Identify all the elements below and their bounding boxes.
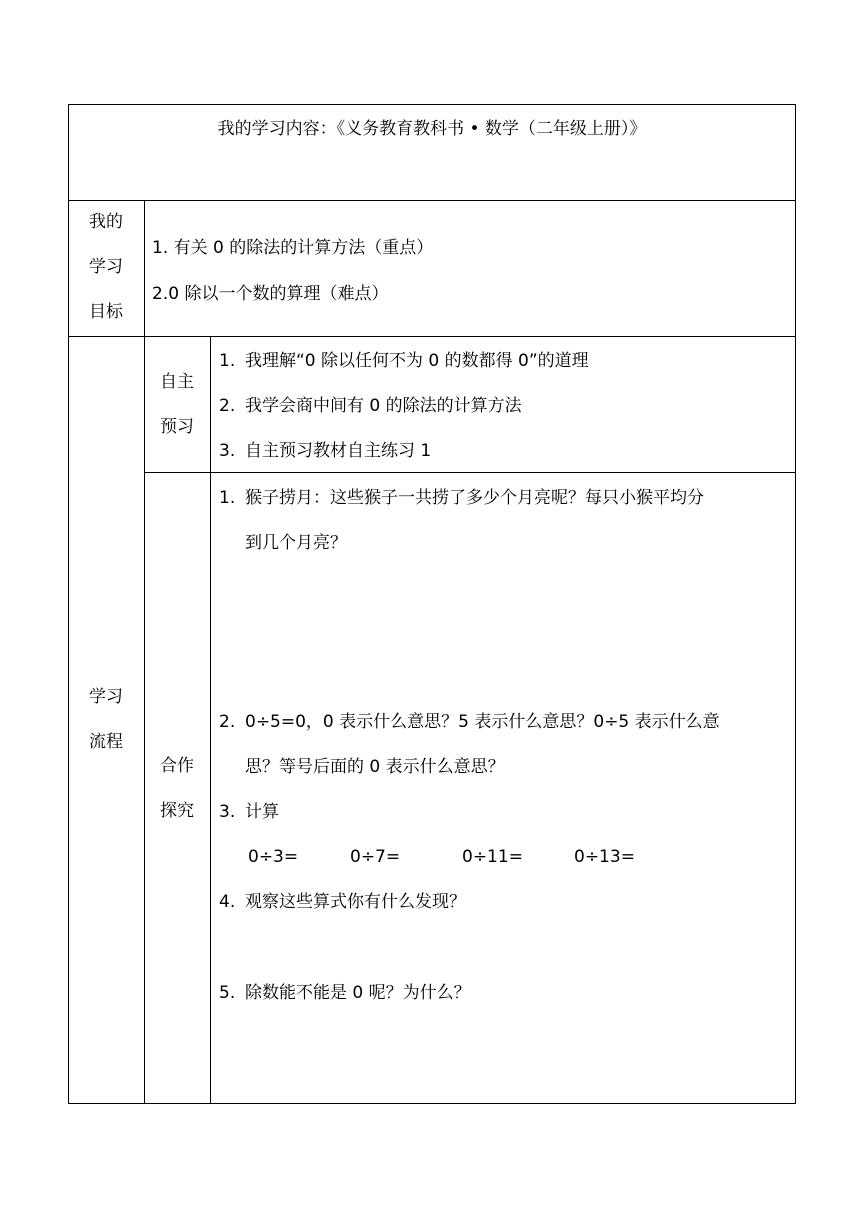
process-label-line: 流程 [89,732,123,752]
goal-item: 1. 有关 0 的除法的计算方法（重点） [152,238,434,258]
goals-label-line: 我的 [89,212,123,232]
goals-label-line: 目标 [89,302,123,322]
preview-item [219,439,431,463]
table-divider-title [68,200,796,201]
question-text: 计算 [245,802,279,822]
table-border-bottom [68,1103,796,1104]
explore-label-line: 探究 [160,801,194,821]
explore-label [144,744,210,834]
table-divider-label-column [144,200,145,1104]
preview-item [219,394,522,418]
table-border-top [68,104,796,105]
goal-item: 2.0 除以一个数的算理（难点） [152,284,389,304]
item-number: 2. [219,396,236,416]
item-number: 5. [219,983,236,1003]
learning-content-title: 我的学习内容：《义务教育教科书 • 数学（二年级上册）》 [217,119,647,139]
question-3 [219,800,279,824]
item-number: 2. [219,712,236,732]
preview-item [219,349,589,373]
question-text: 猴子捞月：这些猴子一共捞了多少个月亮呢？每只小猴平均分 [245,488,704,508]
item-number: 1. [219,351,236,371]
process-label-line: 学习 [89,687,123,707]
exercise: 0÷11= [462,847,523,867]
item-number: 3. [219,802,236,822]
preview-label [144,360,210,450]
table-divider-sublabel-column [210,336,211,1104]
preview-label-line: 自主 [160,372,194,392]
question-text: 0÷5=0，0 表示什么意思？5 表示什么意思？0÷5 表示什么意 [245,712,720,732]
item-text: 自主预习教材自主练习 1 [245,441,432,461]
preview-label-line: 预习 [160,417,194,437]
item-number: 3. [219,441,236,461]
item-text: 我理解“0 除以任何不为 0 的数都得 0”的道理 [245,351,589,371]
question-4 [219,890,466,914]
exercise: 0÷7= [350,847,401,867]
question-text: 除数能不能是 0 呢？为什么？ [245,983,471,1003]
table-divider-goals [68,336,796,337]
explore-label-line: 合作 [160,756,194,776]
goals-label [68,200,144,335]
item-number: 1. [219,488,236,508]
question-1 [219,486,704,510]
exercise: 0÷13= [574,847,635,867]
question-2 [219,710,720,734]
table-divider-preview [144,472,796,473]
item-text: 我学会商中间有 0 的除法的计算方法 [245,396,522,416]
question-2-continued: 思？等号后面的 0 表示什么意思？ [245,757,505,777]
question-1-continued: 到几个月亮？ [245,533,347,553]
question-5 [219,981,471,1005]
table-border-right [795,104,796,1104]
question-text: 观察这些算式你有什么发现？ [245,892,466,912]
exercise: 0÷3= [248,847,299,867]
item-number: 4. [219,892,236,912]
process-label [68,675,144,765]
goals-label-line: 学习 [89,257,123,277]
